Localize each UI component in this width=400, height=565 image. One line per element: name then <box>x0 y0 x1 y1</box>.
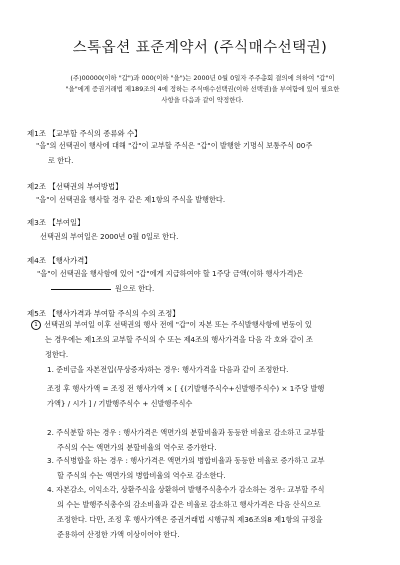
formula-line: 조정 후 행사가액 = 조정 전 행사가액 × [ {(기발행주식수+신발행주식수) × 1주당 발행 <box>47 384 325 393</box>
article-3-line: 선택권의 부여일은 2000년 0월 0일로 한다. <box>40 232 179 241</box>
item-2-line: 2. 주식분할 하는 경우 : 행사가격은 액면가의 분할비율과 동등한 비율로 감소하고 교부할 <box>47 428 325 437</box>
intro-line: 사항을 다음과 같이 약정한다. <box>161 96 244 104</box>
article-5-item-4 <box>47 482 324 542</box>
article-4-suffix: 원으로 한다. <box>115 284 155 293</box>
article-3-body <box>40 229 178 244</box>
adjustment-formula <box>47 381 324 411</box>
article-5-item-1: 1. 준비금을 자본전입(무상증자)하는 경우: 행사가격을 다음과 같이 조정한다. <box>47 365 289 374</box>
amount-blank <box>51 288 111 290</box>
circled-number-marker: 1 <box>31 320 41 330</box>
document-title: 스톡옵션 표준계약서 (주식매수선택권) <box>72 40 328 56</box>
article-5-body <box>31 317 313 362</box>
article-1-heading: 제1조 【교부할 주식의 종류와 수】 <box>27 129 142 138</box>
article-1-line: "을"의 선택권이 행사에 대해 "갑"이 교부할 주식은 "갑"이 발행한 기명식 보통주식 00주 <box>36 141 313 150</box>
article-5-para-line: 는 경우에는 제1조의 교부할 주식의 수 또는 제4조의 행사가격을 다음 각 호와 같이 조 <box>45 335 313 344</box>
article-2-body <box>36 192 225 207</box>
article-3-heading: 제3조 【부여일】 <box>27 218 85 227</box>
item-2-line: 주식의 수는 액면가의 분할비율의 역수로 증가한다. <box>57 443 217 452</box>
article-4-heading: 제4조 【행사가격】 <box>27 256 92 265</box>
article-5-para-line: 정한다. <box>45 350 69 359</box>
article-5-heading: 제5조 【행사가격과 부여할 주식의 수의 조정】 <box>27 309 180 318</box>
item-4-line: 준용하여 산정한 가액 이상이어야 한다. <box>57 530 180 539</box>
item-3-line: 할 주식의 수는 액면가의 병합비율의 역수로 감소한다. <box>57 471 226 480</box>
article-5-para-text: 선택권의 부여일 이후 선택권의 행사 전에 "갑"이 자본 또는 주식발행사항에 변동이 있 <box>44 320 312 329</box>
intro-paragraph <box>40 73 365 106</box>
article-4-body <box>37 266 303 296</box>
intro-line: (주)00000(이하 "갑")과 000(이하 "을")는 2000년 0월 0일자 주주총회 결의에 의하여 "갑"이 <box>70 74 335 82</box>
formula-line: 가액} / 시가 ] / 기발행주식수 + 신발행주식수 <box>47 399 193 408</box>
intro-line: "을"에게 증권거래법 제189조의 4에 정하는 주식매수선택권(이하 선택권)을 부여함에 있어 필요한 <box>65 85 340 93</box>
article-1-body <box>36 138 312 168</box>
article-4-line-2 <box>37 281 303 296</box>
item-3-line: 3. 주식병합을 하는 경우 : 행사가격은 액면가의 병합비율과 동등한 비율로 증가하고 교부 <box>47 456 325 465</box>
article-2-line: "을"이 선택권을 행사할 경우 같은 제1항의 주식을 발행한다. <box>36 195 226 204</box>
article-5-item-2 <box>47 425 324 455</box>
article-1-line: 로 한다. <box>48 156 74 165</box>
item-4-line: 조정한다. 다만, 조정 후 행사가액은 증권거래법 시행규칙 제36조의8 제1항의 규정을 <box>57 515 323 524</box>
item-4-line: 의 수는 발행주식총수의 감소비율과 같은 비율로 감소하고 행사가격은 다음 산식으로 <box>57 500 321 509</box>
article-5-item-3 <box>47 453 324 483</box>
article-5-para-line <box>31 317 313 332</box>
article-2-heading: 제2조 【선택권의 부여방법】 <box>27 182 123 191</box>
article-4-line: "을"이 선택권을 행사함에 있어 "갑"에게 지급하여야 할 1주당 금액(이하 행사가격)은 <box>37 269 304 278</box>
item-4-line: 4. 자본감소, 이익소각, 상환주식을 상환하여 발행주식총수가 감소하는 경우: 교부할 주식 <box>47 485 325 494</box>
